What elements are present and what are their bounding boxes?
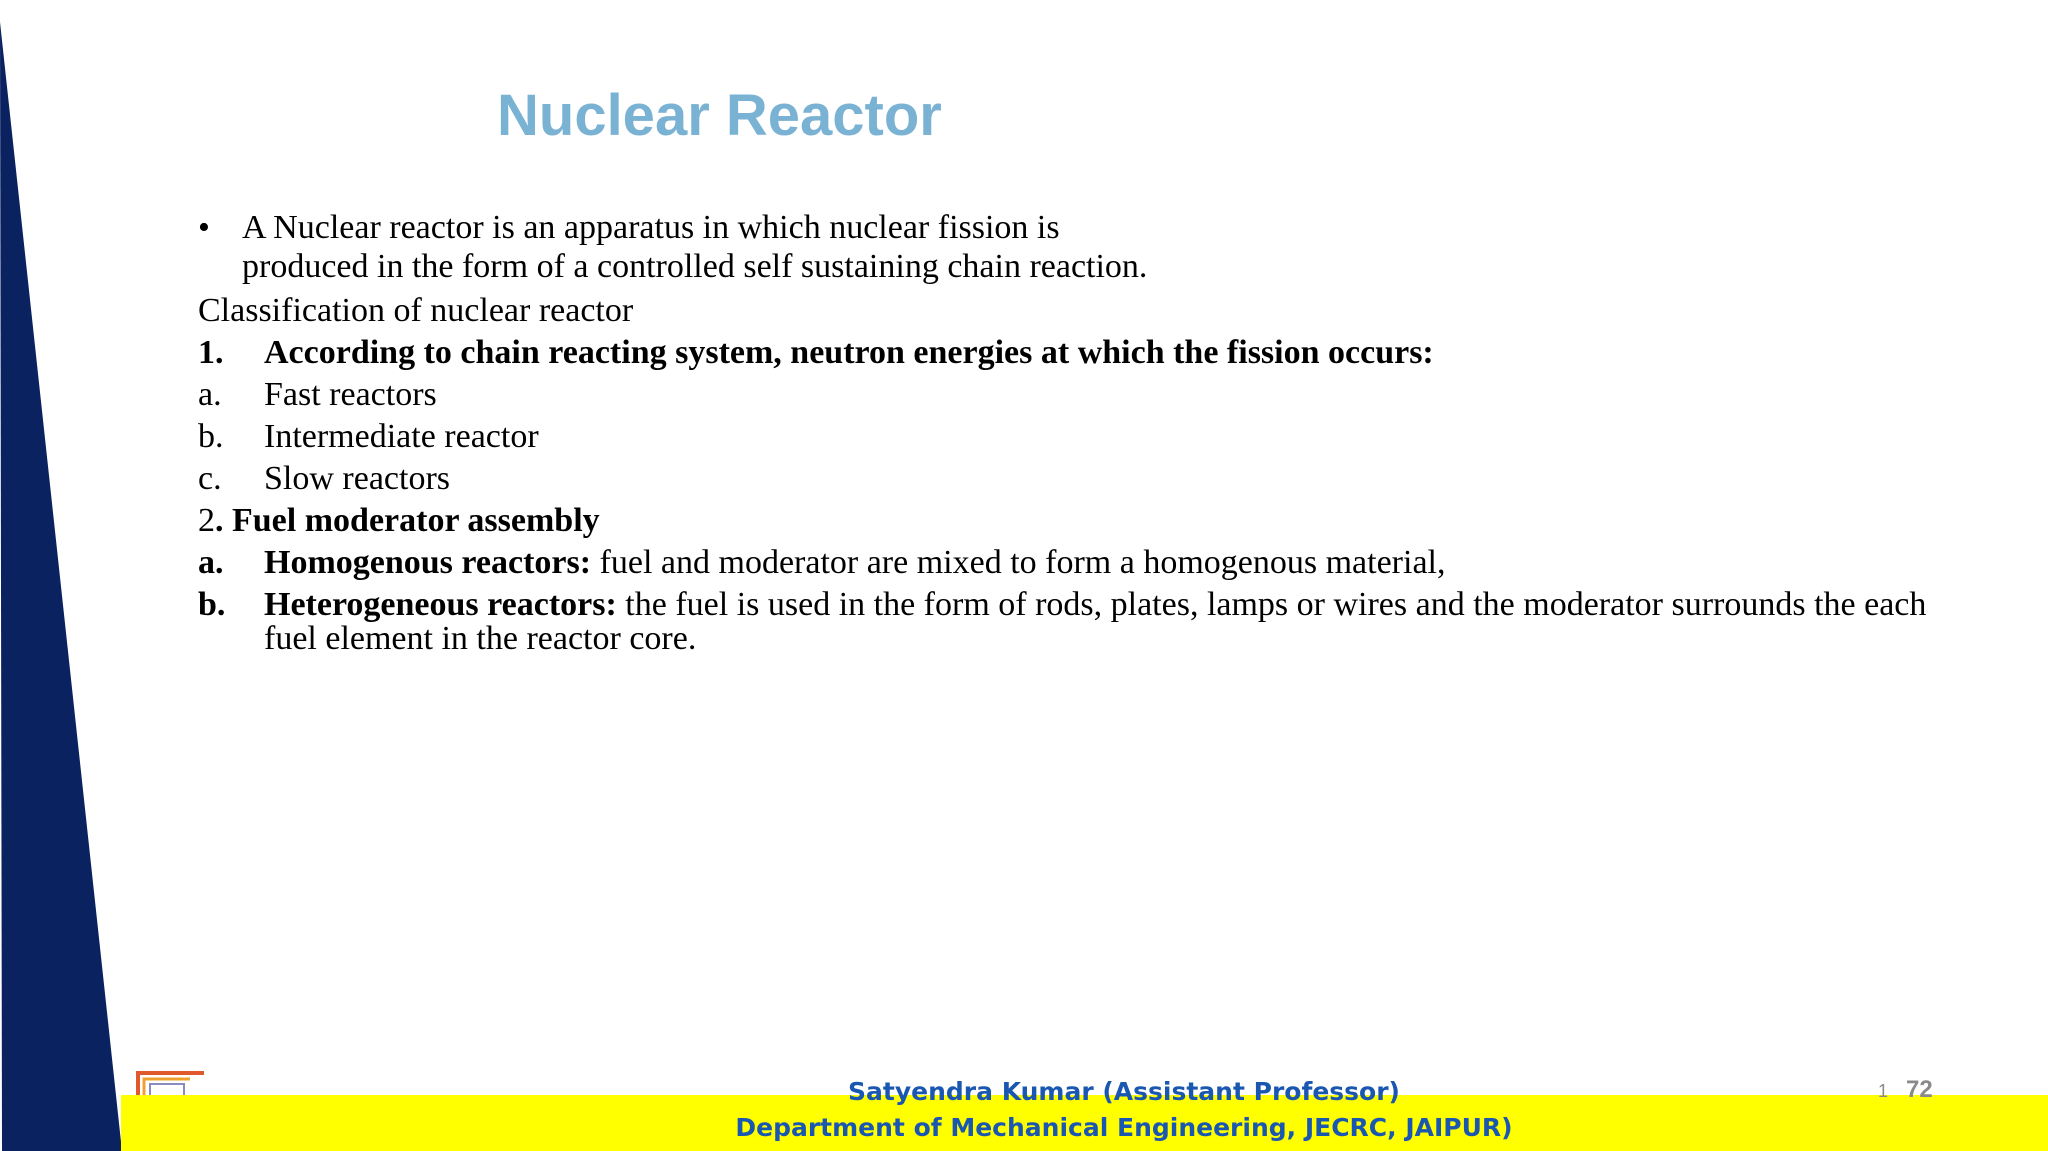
list-item-text: the fuel is used in the form of rods, plates, lamps or wires and the moderator surrounds the each fuel element in the reactor core. bbox=[264, 586, 1927, 657]
list-item-label: Homogenous reactors: bbox=[264, 544, 592, 581]
bullet-icon: • bbox=[198, 209, 210, 246]
section-1-marker: 1. bbox=[198, 334, 224, 371]
bullet-definition bbox=[198, 208, 1928, 286]
bullet-line-1: A Nuclear reactor is an apparatus in which nuclear fission is bbox=[242, 209, 1060, 246]
section-1-heading bbox=[198, 332, 1928, 374]
page-number-small: 1 bbox=[1878, 1081, 1889, 1101]
left-navy-triangle bbox=[0, 0, 130, 1151]
list-item bbox=[198, 374, 1928, 416]
bullet-line-2: produced in the form of a controlled self sustaining chain reaction. bbox=[242, 248, 1148, 285]
list-item-text: Slow reactors bbox=[264, 460, 451, 497]
list-marker: a. bbox=[198, 376, 222, 413]
footer-department: Department of Mechanical Engineering, JECRC, JAIPUR) bbox=[735, 1113, 1513, 1142]
slide-title: Nuclear Reactor bbox=[497, 83, 942, 148]
slide-content bbox=[198, 208, 1928, 656]
list-item-text: fuel and moderator are mixed to form a homogenous material, bbox=[591, 544, 1446, 581]
section-2-number: 2 bbox=[198, 502, 215, 539]
list-item bbox=[198, 584, 1928, 656]
list-marker: b. bbox=[198, 586, 226, 623]
list-item-text: Fast reactors bbox=[264, 376, 437, 413]
classification-heading: Classification of nuclear reactor bbox=[198, 292, 634, 329]
list-item bbox=[198, 416, 1928, 458]
page-number bbox=[1878, 1076, 1933, 1104]
list-marker: c. bbox=[198, 460, 222, 497]
list-item-text: Intermediate reactor bbox=[264, 418, 539, 455]
section-1-text: According to chain reacting system, neutron energies at which the fission occurs: bbox=[264, 334, 1434, 371]
section-2-heading bbox=[198, 500, 1928, 542]
list-marker: a. bbox=[198, 544, 224, 581]
list-item bbox=[198, 458, 1928, 500]
list-item bbox=[198, 542, 1928, 584]
page-number-main: 72 bbox=[1906, 1076, 1933, 1103]
footer-author: Satyendra Kumar (Assistant Professor) bbox=[848, 1077, 1400, 1106]
list-item-label: Heterogeneous reactors: bbox=[264, 586, 617, 623]
section-2-text: . Fuel moderator assembly bbox=[215, 502, 600, 539]
list-marker: b. bbox=[198, 418, 224, 455]
